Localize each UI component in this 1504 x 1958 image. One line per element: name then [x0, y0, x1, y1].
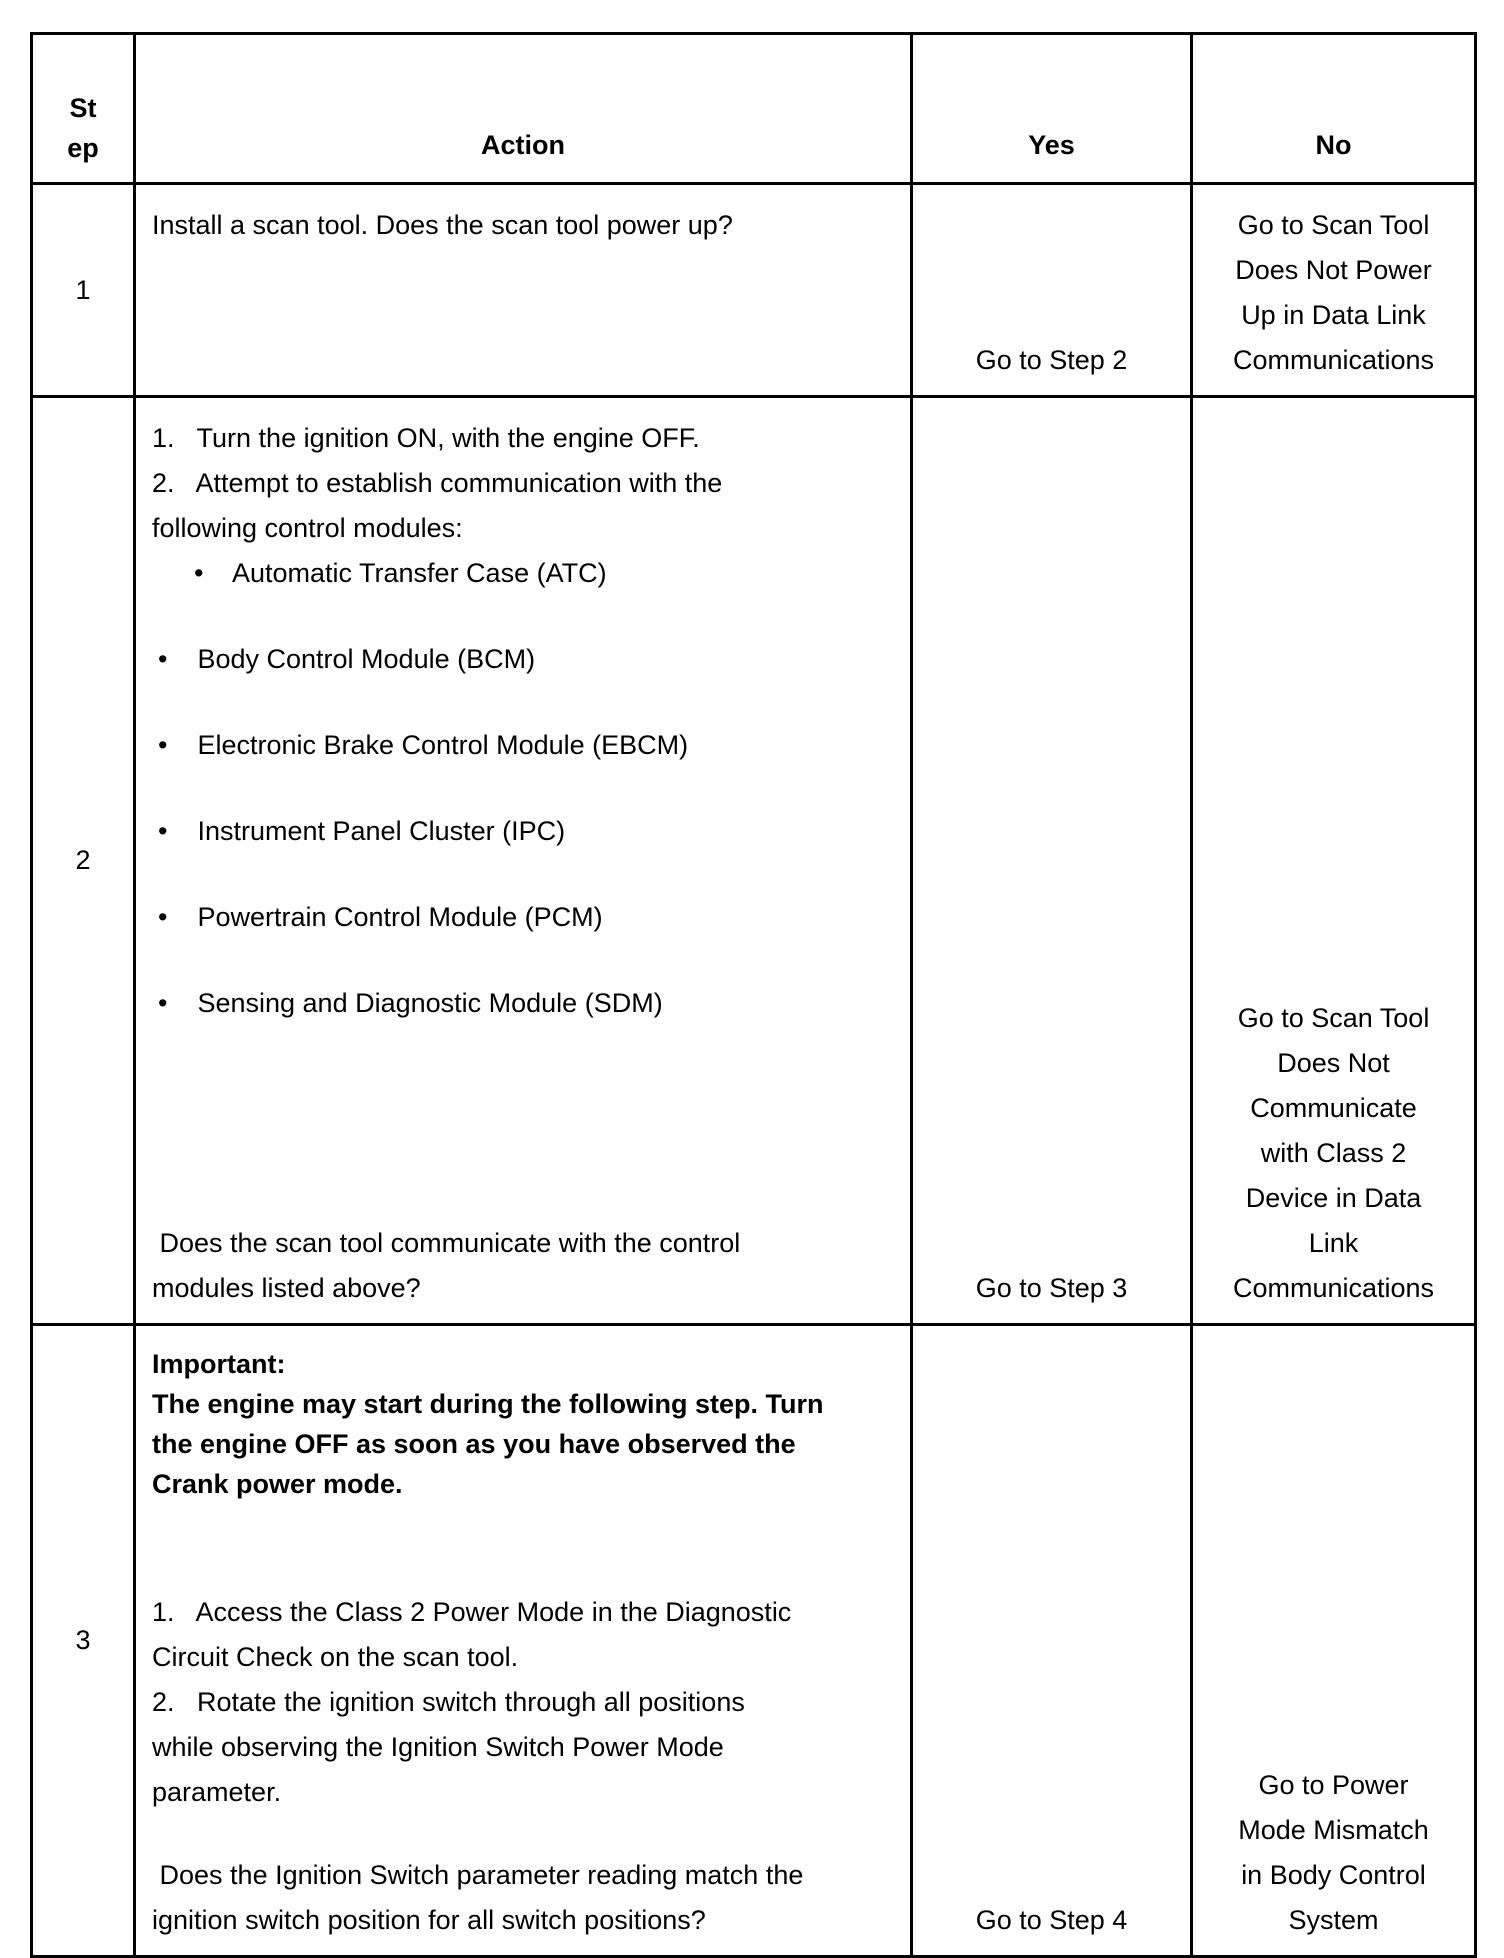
- header-row: [32, 34, 1476, 184]
- important-label: Important:: [152, 1349, 286, 1379]
- step-column-header: St ep: [32, 34, 135, 184]
- no-column-header: No: [1192, 34, 1476, 184]
- action-text: Install a scan tool. Does the scan tool power up?: [152, 210, 733, 240]
- question-text: Does the Ignition Switch parameter reading match the: [152, 1860, 804, 1890]
- important-text: the engine OFF as soon as you have observed the: [152, 1429, 796, 1459]
- no-cell: Go to Scan Tool Does Not Power Up in Data Link Communications: [1192, 184, 1476, 397]
- numbered-step: 2. Attempt to establish communication with the: [152, 468, 723, 498]
- no-cell: Go to Scan Tool Does Not Communicate with Class 2 Device in Data Link Communications: [1192, 397, 1476, 1325]
- action-cell: [135, 1325, 912, 1957]
- table-row: [32, 184, 1476, 397]
- step-number: 1: [32, 184, 135, 397]
- table-row: [32, 397, 1476, 1325]
- no-cell: Go to Power Mode Mismatch in Body Control System: [1192, 1325, 1476, 1957]
- important-text: Crank power mode.: [152, 1469, 403, 1499]
- numbered-step: 2. Rotate the ignition switch through all positions: [152, 1687, 745, 1717]
- bullet-item: • Powertrain Control Module (PCM): [158, 902, 603, 932]
- numbered-step: following control modules:: [152, 513, 463, 543]
- yes-column-header: Yes: [912, 34, 1192, 184]
- bullet-item: • Sensing and Diagnostic Module (SDM): [158, 988, 663, 1018]
- question-text: modules listed above?: [152, 1273, 421, 1303]
- important-text: The engine may start during the following step. Turn: [152, 1389, 824, 1419]
- question-text: ignition switch position for all switch positions?: [152, 1905, 706, 1935]
- yes-cell: Go to Step 2: [912, 184, 1192, 397]
- bullet-item: • Automatic Transfer Case (ATC): [194, 558, 607, 588]
- action-cell: [135, 397, 912, 1325]
- bullet-item: • Instrument Panel Cluster (IPC): [158, 816, 566, 846]
- step-number: 2: [32, 397, 135, 1325]
- bullet-item: • Body Control Module (BCM): [158, 644, 536, 674]
- bullet-item: • Electronic Brake Control Module (EBCM): [158, 730, 689, 760]
- table-row: [32, 1325, 1476, 1957]
- numbered-step: while observing the Ignition Switch Power Mode: [152, 1732, 724, 1762]
- numbered-step: 1. Turn the ignition ON, with the engine OFF.: [152, 423, 700, 453]
- question-text: Does the scan tool communicate with the control: [152, 1228, 741, 1258]
- numbered-step: 1. Access the Class 2 Power Mode in the Diagnostic: [152, 1597, 792, 1627]
- diagnostic-table: [30, 32, 1477, 1958]
- action-cell: [135, 184, 912, 397]
- step-number: 3: [32, 1325, 135, 1957]
- yes-cell: Go to Step 4: [912, 1325, 1192, 1957]
- action-column-header: Action: [135, 34, 912, 184]
- numbered-step: Circuit Check on the scan tool.: [152, 1642, 519, 1672]
- numbered-step: parameter.: [152, 1777, 282, 1807]
- yes-cell: Go to Step 3: [912, 397, 1192, 1325]
